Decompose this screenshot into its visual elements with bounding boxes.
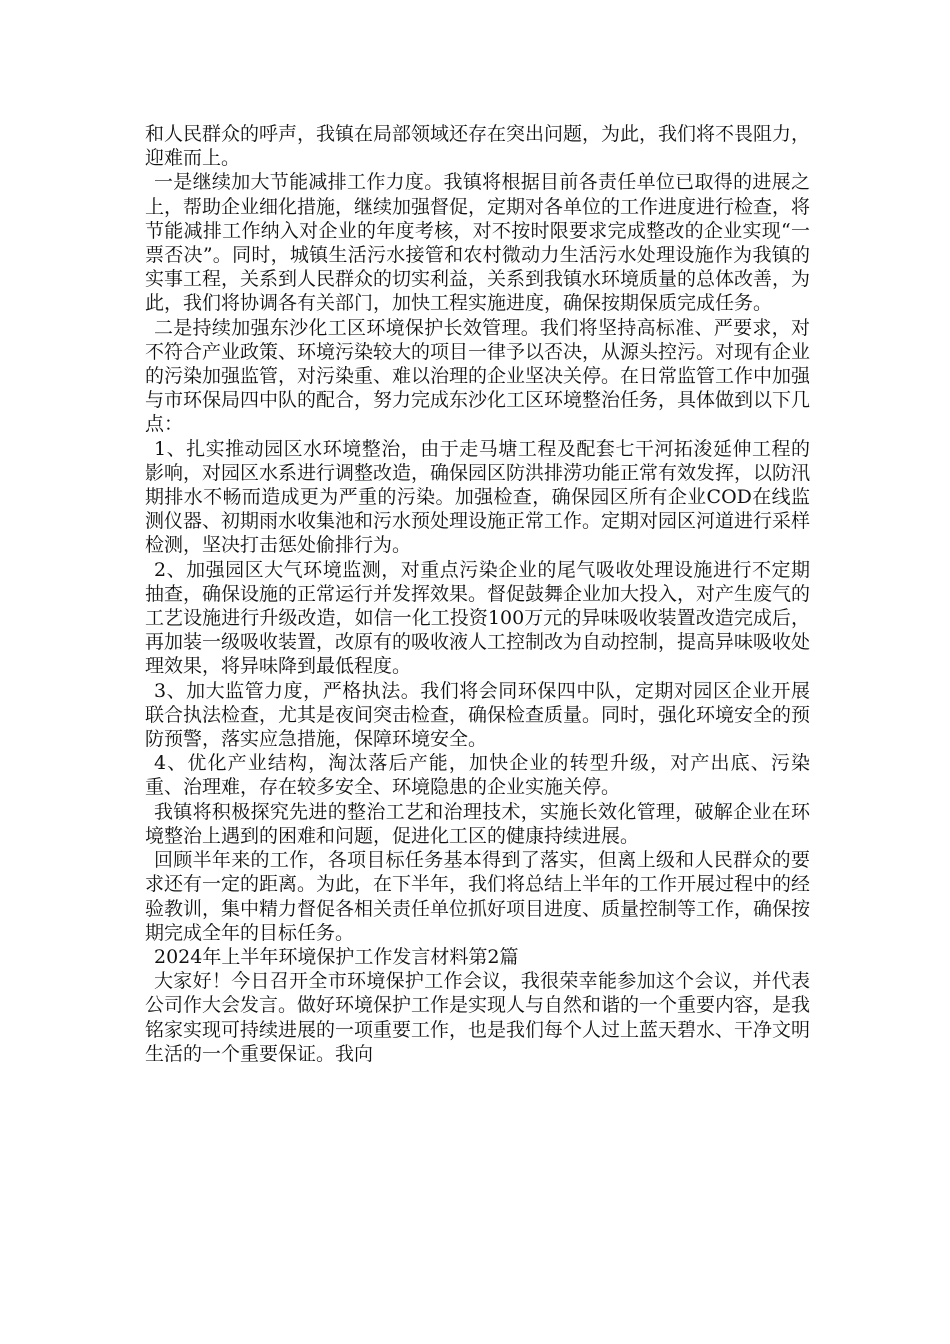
paragraph-continuation: 和人民群众的呼声，我镇在局部领域还存在突出问题，为此，我们将不畏阻力，迎难而上。 <box>145 123 811 170</box>
paragraph-item-1-water: 1、扎实推动园区水环境整治，由于走马塘工程及配套七干河拓浚延伸工程的影响，对园区水系进行调整改造，确保园区防洪排涝功能正常有效发挥，以防汛期排水不畅而造成更为严重的污染。加强检查，确保园区所有企业COD在线监测仪器、初期雨水收集池和污水预处理设施正常工作。定期对园区河道进行采样检测，坚决打击惩处偷排行为。 <box>145 437 811 557</box>
paragraph-item-3-supervision: 3、加大监管力度，严格执法。我们将会同环保四中队，定期对园区企业开展联合执法检查，尤其是夜间突击检查，确保检查质量。同时，强化环境安全的预防预警，落实应急措施，保障环境安全。 <box>145 679 811 751</box>
paragraph-item-4-industry: 4、优化产业结构，淘汰落后产能，加快企业的转型升级，对产出底、污染重、治理难，存在较多安全、环境隐患的企业实施关停。 <box>145 752 810 799</box>
paragraph-review: 回顾半年来的工作，各项目标任务基本得到了落实，但离上级和人民群众的要求还有一定的距离。为此，在下半年，我们将总结上半年的工作开展过程中的经验教训，集中精力督促各相关责任单位抓好项目进度、质量控制等工作，确保按期完成全年的目标任务。 <box>145 849 811 944</box>
document-body <box>145 122 810 1066</box>
paragraph-exploration: 我镇将积极探究先进的整治工艺和治理技术，实施长效化管理，破解企业在环境整治上遇到的困难和问题，促进化工区的健康持续进展。 <box>145 800 810 847</box>
paragraph-speech-opening: 大家好！今日召开全市环境保护工作会议，我很荣幸能参加这个会议，并代表公司作大会发言。做好环境保护工作是实现人与自然和谐的一个重要内容，是我铭家实现可持续进展的一项重要工作，也是我们每个人过上蓝天碧水、干净文明生活的一个重要保证。我向 <box>145 970 811 1065</box>
paragraph-energy-saving: 一是继续加大节能减排工作力度。我镇将根据目前各责任单位已取得的进展之上，帮助企业细化措施，继续加强督促，定期对各单位的工作进度进行检查，将节能减排工作纳入对企业的年度考核，对不按时限要求完成整改的企业实现“一票否决”。同时，城镇生活污水接管和农村微动力生活污水处理设施作为我镇的实事工程，关系到人民群众的切实利益，关系到我镇水环境质量的总体改善，为此，我们将协调各有关部门，加快工程实施进度，确保按期保质完成任务。 <box>145 171 811 315</box>
paragraph-item-2-air: 2、加强园区大气环境监测，对重点污染企业的尾气吸收处理设施进行不定期抽查，确保设施的正常运行并发挥效果。督促鼓舞企业加大投入，对产生废气的工艺设施进行升级改造，如信一化工投资100万元的异味吸收装置改造完成后，再加装一级吸收装置，改原有的吸收液人工控制改为自动控制，提高异味吸收处理效果，将异味降到最低程度。 <box>145 558 811 678</box>
paragraph-chemical-zone: 二是持续加强东沙化工区环境保护长效管理。我们将坚持高标准、严要求，对不符合产业政策、环境污染较大的项目一律予以否决，从源头控污。对现有企业的污染加强监管，对污染重、难以治理的企业坚决关停。在日常监管工作中加强与市环保局四中队的配合，努力完成东沙化工区环境整治任务，具体做到以下几点： <box>145 316 811 436</box>
section-heading: 2024年上半年环境保护工作发言材料第2篇 <box>154 945 519 968</box>
